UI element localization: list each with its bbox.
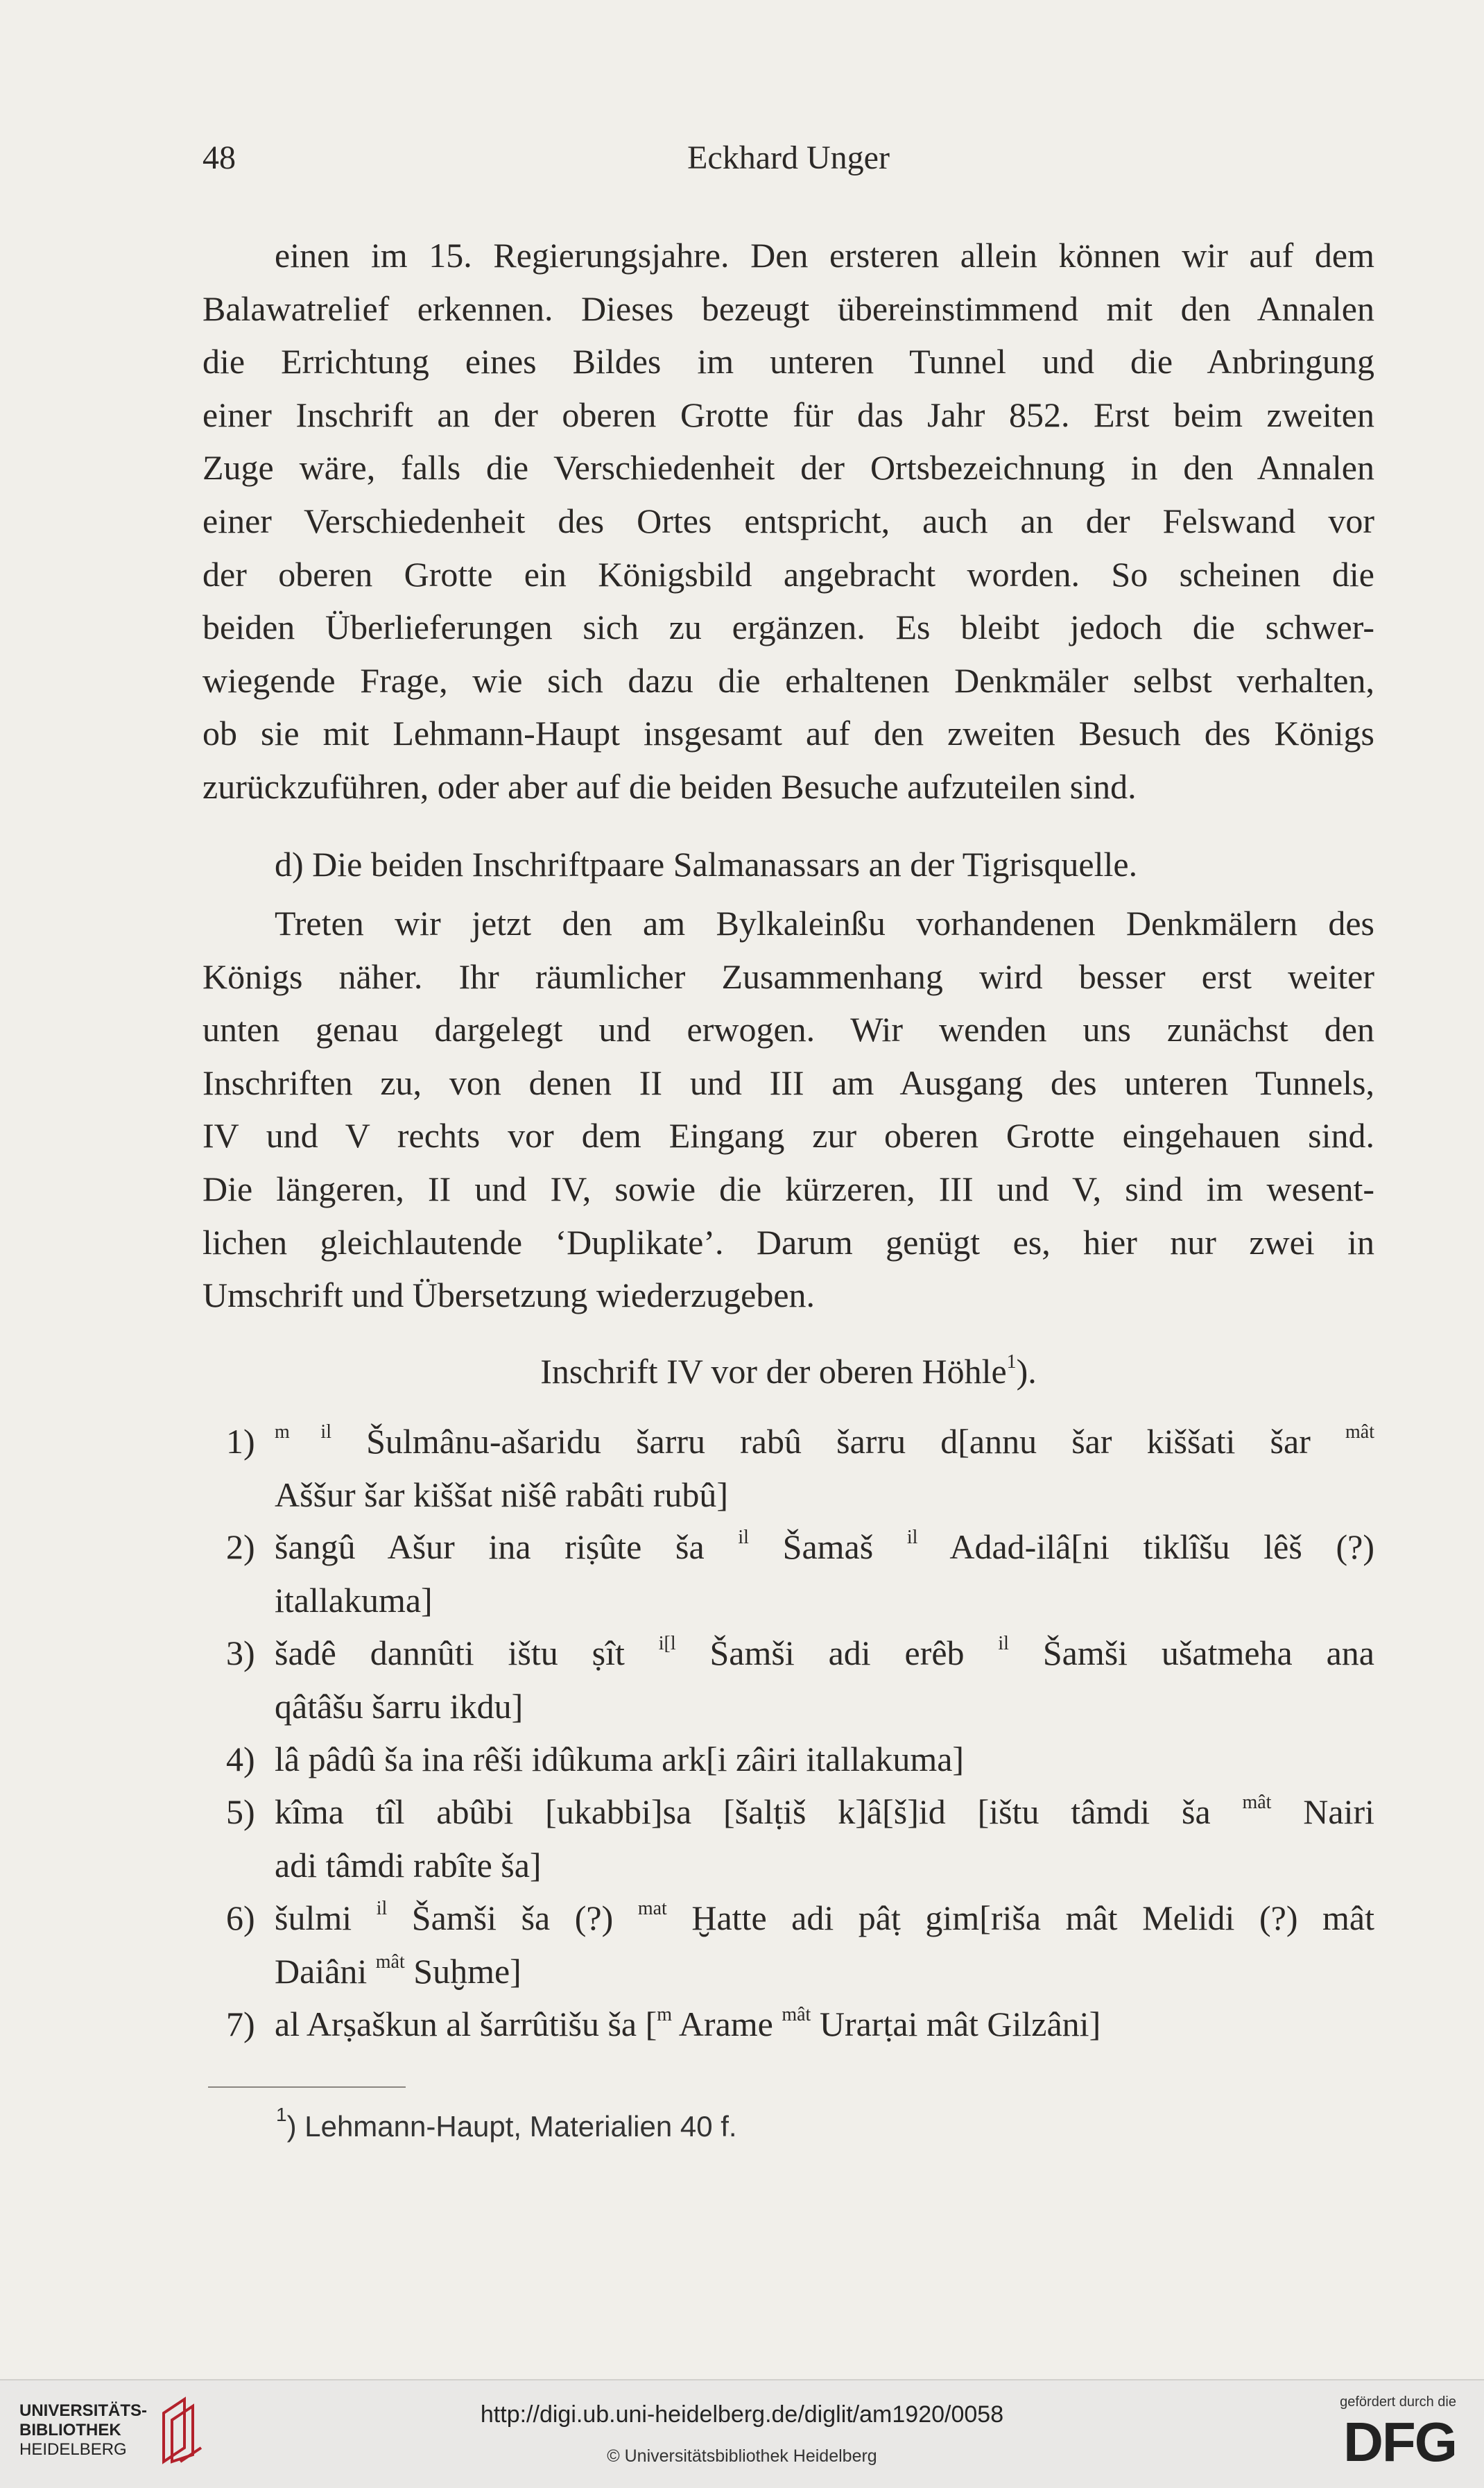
transliteration-text: itallakuma]: [275, 1580, 433, 1620]
text-line: beiden Überlieferungen sich zu ergänzen. Es bleibt jedoch die schwer-: [202, 608, 1374, 647]
determinative: mat: [637, 1898, 667, 1919]
text-line: unten genau dargelegt und erwogen. Wir wenden uns zunächst den: [202, 1010, 1374, 1049]
footnote-marker: 1: [276, 2104, 287, 2125]
transliteration-line: [202, 1785, 1374, 1839]
body-paragraph-1: [202, 229, 1374, 814]
line-number: 1): [226, 1422, 255, 1461]
inscription-line-item: [202, 1627, 1374, 1733]
transliteration-text: Šamši adi erêb: [675, 1633, 999, 1672]
inscription-line-item: [202, 1998, 1374, 2051]
text-line: Zuge wäre, falls die Verschiedenheit der Ortsbezeichnung in den Annalen: [202, 448, 1374, 488]
transliteration-text: Ḫatte adi pâṭ gim[riša mât Melidi (?) mât: [666, 1898, 1374, 1937]
library-name-line3: HEIDELBERG: [19, 2440, 127, 2459]
transliteration-line: [202, 1733, 1374, 1786]
inscription-heading: [202, 1345, 1374, 1398]
transliteration-line: [202, 1945, 1374, 1998]
transliteration-text: Šamši ušatmeha ana: [1008, 1633, 1374, 1672]
line-number: 2): [226, 1527, 255, 1566]
transliteration-line: [202, 1891, 1374, 1945]
transliteration-line: [202, 1680, 1374, 1733]
text-line: die Errichtung eines Bildes im unteren Tunnel und die Anbringung: [202, 342, 1374, 381]
transliteration-text: šulmi: [275, 1898, 377, 1937]
transliteration-text: Šulmânu-ašaridu šarru rabû šarru d[annu šar kiššati šar: [331, 1422, 1345, 1461]
text-line: Inschriften zu, von denen II und III am Ausgang des unteren Tunnels,: [202, 1063, 1374, 1102]
transliteration-text: Nairi: [1271, 1792, 1375, 1831]
library-name-line2: BIBLIOTHEK: [19, 2421, 121, 2439]
transliteration-line: [202, 1998, 1374, 2051]
inscription-line-item: [202, 1520, 1374, 1627]
text-line: einer Verschiedenheit des Ortes entspricht, auch an der Felswand vor: [202, 501, 1374, 540]
determinative: i[l: [658, 1633, 676, 1654]
transliteration-text: Arame: [672, 2005, 782, 2043]
text-line: lichen gleichlautende ‘Duplikate’. Darum genügt es, hier nur zwei in: [202, 1222, 1374, 1262]
text-line: ob sie mit Lehmann-Haupt insgesamt auf den zweiten Besuch des Königs: [202, 714, 1374, 753]
transliteration-text: Šamši ša (?): [387, 1898, 638, 1937]
line-number: 7): [226, 2005, 255, 2043]
transliteration-line: [202, 1574, 1374, 1627]
determinative: mât: [375, 1950, 405, 1973]
determinative: mât: [1345, 1421, 1374, 1443]
text-line: einer Inschrift an der oberen Grotte für das Jahr 852. Erst beim zweiten: [202, 395, 1374, 434]
inscription-line-item: [202, 1733, 1374, 1786]
footer-copyright: © Universitätsbibliothek Heidelberg: [607, 2446, 877, 2466]
determinative: mât: [782, 2004, 811, 2025]
inscription-line-item: [202, 1415, 1374, 1521]
line-number: 5): [226, 1792, 255, 1831]
line-number: 3): [226, 1633, 255, 1672]
footer-bar: [0, 2379, 1484, 2488]
determinative: il: [738, 1527, 749, 1548]
transliteration-text: šadê dannûti ištu ṣît: [275, 1633, 659, 1672]
line-number: 4): [226, 1740, 255, 1778]
footnote-text: ) Lehmann-Haupt, Materialien 40 f.: [286, 2110, 737, 2143]
footnote-divider: [208, 2086, 406, 2088]
transliteration-line: [202, 1627, 1374, 1680]
transliteration-text: qâtâšu šarru ikdu]: [275, 1686, 524, 1726]
page-number: 48: [202, 139, 236, 176]
determinative: m il: [275, 1421, 331, 1443]
dfg-logo: DFG: [1343, 2411, 1456, 2473]
running-head: Eckhard Unger: [687, 139, 890, 176]
text-line: zurückzuführen, oder aber auf die beiden Besuche aufzuteilen sind.: [202, 766, 1137, 806]
inscription-line-item: [202, 1785, 1374, 1891]
transliteration-text: Adad-ilâ[ni tiklîšu lêš (?): [917, 1527, 1374, 1566]
text-line: Treten wir jetzt den am Bylkaleinßu vorhandenen Denkmälern des: [275, 904, 1374, 943]
transliteration-line: [202, 1520, 1374, 1574]
footer-url-link[interactable]: http://digi.ub.uni-heidelberg.de/diglit/am1920/0058: [480, 2401, 1004, 2428]
transliteration-text: adi tâmdi rabîte ša]: [275, 1845, 542, 1885]
text-line: Die längeren, II und IV, sowie die kürzeren, III und V, sind im wesent-: [202, 1169, 1374, 1208]
determinative: mât: [1242, 1792, 1272, 1813]
transliteration-text: Suḫme]: [404, 1951, 521, 1991]
inscription-line-item: [202, 1891, 1374, 1998]
library-name-line1: UNIVERSITÄTS-: [19, 2401, 148, 2420]
transliteration-text: lâ pâdû ša ina rêši idûkuma ark[i zâiri itallakuma]: [275, 1740, 965, 1778]
inscription-heading-text: Inschrift IV vor der oberen Höhle: [540, 1352, 1007, 1391]
determinative: il: [376, 1898, 388, 1919]
determinative: il: [906, 1527, 918, 1548]
text-line: wiegende Frage, wie sich dazu die erhaltenen Denkmäler selbst verhalten,: [202, 660, 1374, 700]
footnote: [276, 2104, 737, 2143]
transliteration-line: [202, 1468, 1374, 1522]
text-line: IV und V rechts vor dem Eingang zur oberen Grotte eingehauen sind.: [202, 1116, 1374, 1156]
text-line: Königs näher. Ihr räumlicher Zusammenhang wird besser erst weiter: [202, 956, 1374, 996]
body-paragraph-2: [202, 897, 1374, 1322]
transliteration-text: Šamaš: [748, 1527, 907, 1566]
page-header: [202, 139, 1374, 187]
text-line: Balawatrelief erkennen. Dieses bezeugt übereinstimmend mit den Annalen: [202, 289, 1374, 328]
transliteration-text: Daiâni: [275, 1951, 376, 1991]
inscription-heading-close: ).: [1016, 1352, 1037, 1391]
text-line: Umschrift und Übersetzung wiederzugeben.: [202, 1276, 816, 1315]
transliteration-text: Urarṭai mât Gilzâni]: [811, 2005, 1101, 2043]
transliteration-text: al Arṣaškun al šarrûtišu ša [: [275, 2005, 657, 2043]
transliteration-line: [202, 1839, 1374, 1892]
transliteration-text: Aššur šar kiššat nišê rabâti rubû]: [275, 1475, 729, 1514]
text-line: der oberen Grotte ein Königsbild angebracht worden. So scheinen die: [202, 554, 1374, 594]
line-number: 6): [226, 1898, 255, 1937]
transliteration-text: kîma tîl abûbi [ukabbi]sa [šalṭiš k]â[š]id [ištu tâmdi ša: [275, 1792, 1243, 1831]
transliteration-text: šangû Ašur ina riṣûte ša: [275, 1527, 739, 1566]
determinative: il: [998, 1633, 1009, 1654]
footnote-ref: 1: [1006, 1351, 1017, 1373]
determinative: m: [657, 2004, 673, 2025]
section-heading: d) Die beiden Inschriftpaare Salmanassars an der Tigrisquelle.: [275, 845, 1138, 884]
transliteration-line: [202, 1415, 1374, 1468]
dfg-caption: gefördert durch die: [1340, 2394, 1456, 2410]
text-line: einen im 15. Regierungsjahre. Den ersteren allein können wir auf dem: [275, 236, 1374, 275]
